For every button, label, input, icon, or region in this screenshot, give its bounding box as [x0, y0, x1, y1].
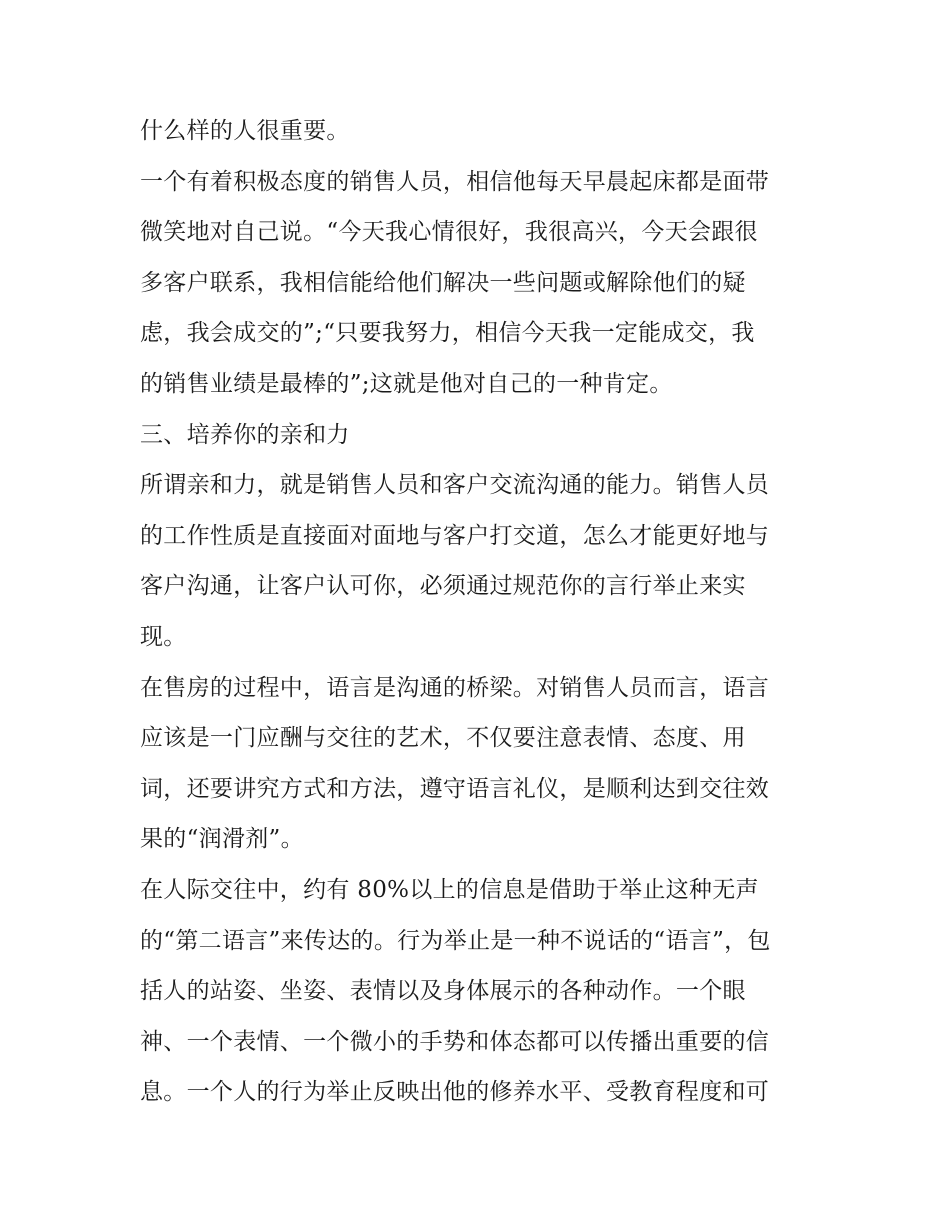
text-line: 所谓亲和力，就是销售人员和客户交流沟通的能力。销售人员 — [140, 472, 770, 499]
text-line: 客户沟通，让客户认可你，必须通过规范你的言行举止来实 — [140, 573, 746, 600]
text-line: 微笑地对自己说。“今天我心情很好，我很高兴，今天会跟很 — [140, 219, 758, 246]
text-line: 词，还要讲究方式和方法，遵守语言礼仪，是顺利达到交往效 — [140, 775, 770, 802]
text-line: 果的“润滑剂”。 — [140, 826, 304, 853]
text-line: 现。 — [140, 623, 187, 650]
text-line: 多客户联系，我相信能给他们解决一些问题或解除他们的疑 — [140, 269, 746, 296]
body-text — [140, 106, 812, 1118]
text-line: 在人际交往中，约有 80%以上的信息是借助于举止这种无声 — [140, 876, 759, 903]
text-line: 应该是一门应酬与交往的艺术，不仅要注意表情、态度、用 — [140, 725, 746, 752]
text-line: 的工作性质是直接面对面地与客户打交道，怎么才能更好地与 — [140, 522, 770, 549]
section-heading: 三、培养你的亲和力 — [140, 421, 350, 448]
text-line: 虑，我会成交的”;“只要我努力，相信今天我一定能成交，我 — [140, 320, 755, 347]
text-line: 息。一个人的行为举止反映出他的修养水平、受教育程度和可 — [140, 1079, 770, 1106]
text-line: 神、一个表情、一个微小的手势和体态都可以传播出重要的信 — [140, 1028, 770, 1055]
text-line: 的“第二语言”来传达的。行为举止是一种不说话的“语言”，包 — [140, 927, 771, 954]
text-line: 在售房的过程中，语言是沟通的桥梁。对销售人员而言，语言 — [140, 674, 770, 701]
text-line: 什么样的人很重要。 — [140, 118, 350, 144]
text-line: 一个有着积极态度的销售人员，相信他每天早晨起床都是面带 — [140, 168, 770, 195]
text-line: 括人的站姿、坐姿、表情以及身体展示的各种动作。一个眼 — [140, 978, 746, 1005]
text-line: 的销售业绩是最棒的”;这就是他对自己的一种肯定。 — [140, 370, 673, 397]
